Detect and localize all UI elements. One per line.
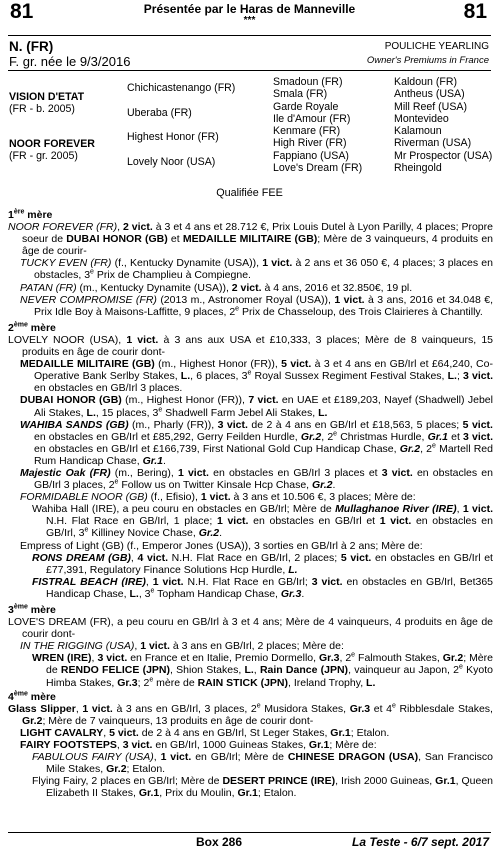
sire-detail: (FR - b. 2005): [9, 103, 75, 116]
pedigree-sire: [9, 91, 84, 116]
third-dam-grandproduce: WREN (IRE), 3 vict. en France et en Italie, Premio Dormello, Gr.3, 2e Falmouth Stakes, Gr.2; Mère de RENDO FELICE (JPN), Shion Stakes, L., Rain Dance (JPN), vainqueur au Japon, 2e Kyoto Himba Stakes, Gr.3; 2e mère de RAIN STICK (JPN), Ireland Trophy, L.: [32, 651, 493, 689]
pedigree-dam: [9, 138, 95, 163]
second-dam-produce: Empress of Light (GB) (f., Emperor Jones (USA)), 3 sorties en GB/Irl à 2 ans; Mère de:: [20, 539, 423, 552]
second-dam-grandproduce: Wahiba Hall (IRE), a peu couru en obstacles en GB/Irl; Mère de Mullaghanoe River (IRE), 1 vict. N.H. Flat Race en GB/Irl, 1 place; 1 vict. en obstacles en GB/Irl et 1 vict. en obstacles en GB/Irl, 3e Killiney Novice Chase, Gr.2.: [32, 503, 493, 540]
fourth-dam-produce: FAIRY FOOTSTEPS, 3 vict. en GB/Irl, 1000 Guineas Stakes, Gr.1; Mère de:: [20, 739, 377, 752]
pedigree-divider: [8, 70, 491, 71]
fee-qualification: Qualifiée FEE: [216, 187, 283, 199]
stars: ***: [243, 15, 256, 26]
second-dam-produce: WAHIBA SANDS (GB) (m., Pharly (FR)), 3 vict. de 2 à 4 ans en GB/Irl et £18,563, 5 places; 5 vict. en obstacles en GB/Irl et £85,292, Gerry Feilden Hurdle, Gr.2, 2e Christmas Hurdle, Gr.1 et 3 vict. en obstacles en GB/Irl et £166,739, First National Gold Cup Handicap Chase, Gr.2, 2e Martell Red Rum Handicap Chase, Gr.1.: [20, 418, 493, 467]
great-great-grandparents: Kaldoun (FR) Antheus (USA) Mill Reef (USA) Montevideo Kalamoun Riverman (USA) Mr Prospector (USA) Rheingold: [394, 76, 493, 175]
horse-birth: F. gr. née le 9/3/2016: [9, 54, 131, 69]
first-dam-produce: NEVER COMPROMISE (FR) (2013 m., Astronomer Royal (USA)), 1 vict. à 3 ans, 2016 et 34.048 €, Prix Idle Boy à Maisons-Laffitte, 9 places, 2e Prix de Chasseloup, des Trois Clairieres à Chantilly.: [20, 293, 493, 318]
second-dam-grandproduce: RONS DREAM (GB), 4 vict. N.H. Flat Race en GB/Irl, 2 places; 5 vict. en obstacles en GB/Irl et £77,391, Regulatory Finance Solutions Hcp Hurdle, L.: [32, 551, 493, 576]
second-dam-heading: 2ème mère: [8, 321, 56, 334]
grandparent: Uberaba (FR): [127, 107, 192, 119]
dam-name: NOOR FOREVER: [9, 138, 95, 150]
owners-premium-note: Owner's Premiums in France: [366, 55, 489, 66]
third-dam-text: LOVE'S DREAM (FR), a peu couru en GB/Irl à 3 et 4 ans; Mère de 4 vainqueurs, 4 produits en âge de courir dont-: [8, 616, 493, 641]
first-dam-produce: PATAN (FR) (m., Kentucky Dynamite (USA)), 2 vict. à 4 ans, 2016 et 32.850€, 19 pl.: [20, 281, 413, 294]
great-grandparents: Smadoun (FR) Smala (FR) Garde Royale Ile d'Amour (FR) Kenmare (FR) High River (FR) Fappiano (USA) Love's Dream (FR): [273, 76, 363, 175]
fourth-dam-produce: LIGHT CAVALRY, 5 vict. de 2 à 4 ans en GB/Irl, St Leger Stakes, Gr.1; Etalon.: [20, 726, 390, 739]
third-dam-produce: IN THE RIGGING (USA), 1 vict. à 3 ans en GB/Irl, 2 places; Mère de:: [20, 640, 344, 653]
first-dam-text: NOOR FOREVER (FR), 2 vict. à 3 et 4 ans et 28.712 €, Prix Louis Dutel à Lyon Parilly, 4 places; Propre soeur de DUBAI HONOR (GB) et MEDAILLE MILITAIRE (GB); Mère de 3 vainqueurs, 4 produits en âge de courir-: [8, 221, 494, 258]
horse-name: N. (FR): [9, 39, 54, 54]
second-dam-text: LOVELY NOOR (USA), 1 vict. à 3 ans aux USA et £10,333, 3 places; Mère de 8 vainqueurs, 15 produits en âge de courir dont-: [8, 333, 494, 359]
lot-number-right: 81: [463, 0, 487, 23]
fourth-dam-text: Glass Slipper, 1 vict. à 3 ans en GB/Irl, 3 places, 2e Musidora Stakes, Gr.3 et 4e Ribblesdale Stakes, Gr.2; Mère de 7 vainqueurs, 13 produits en âge de courir dont-: [8, 702, 493, 727]
event-info: La Teste - 6/7 sept. 2017: [352, 835, 489, 849]
second-dam-produce: FORMIDABLE NOOR (GB) (f., Efisio), 1 vict. à 3 ans et 10.506 €, 3 places; Mère de:: [20, 491, 416, 504]
lot-number-left: 81: [10, 0, 34, 23]
grandparent: Lovely Noor (USA): [127, 156, 216, 168]
third-dam-heading: 3ème mère: [8, 603, 56, 616]
presenter-title: Présentée par le Haras de Manneville: [143, 2, 356, 16]
fourth-dam-grandproduce: Flying Fairy, 2 places en GB/Irl; Mère de DESERT PRINCE (IRE), Irish 2000 Guineas, Gr.1, Queen Elizabeth II Stakes, Gr.1, Prix du Moulin, Gr.1; Etalon.: [32, 775, 494, 800]
horse-category: POULICHE YEARLING: [384, 41, 489, 52]
second-dam-produce: Majestic Oak (FR) (m., Bering), 1 vict. en obstacles en GB/Irl 3 places et 3 vict. en obstacles en GB/Irl 3 places, 2e Follow us on Twitter Kinsale Hcp Chase, Gr.2.: [20, 466, 493, 492]
sire-name: VISION D'ETAT: [9, 91, 85, 103]
grandparent: Highest Honor (FR): [127, 131, 219, 143]
dam-detail: (FR - gr. 2005): [9, 150, 78, 163]
fourth-dam-heading: 4ème mère: [8, 690, 56, 703]
box-number: Box 286: [196, 835, 243, 849]
family-notes: [8, 207, 493, 800]
first-dam-heading: 1ère mère: [8, 208, 53, 221]
grandparent: Chichicastenango (FR): [127, 82, 236, 94]
second-dam-grandproduce: FISTRAL BEACH (IRE), 1 vict. N.H. Flat Race en GB/Irl; 3 vict. en obstacles en GB/Irl, Bet365 Handicap Chase, L., 3e Topham Handicap Chase, Gr.3.: [32, 575, 494, 600]
bottom-divider: [8, 832, 491, 833]
top-divider: [8, 35, 491, 36]
second-dam-produce: DUBAI HONOR (GB) (m., Highest Honor (FR)), 7 vict. en UAE et £189,203, Nayef (Shadwell) Jebel Ali Stakes, L., 15 places, 3e Shadwell Farm Jebel Ali Stakes, L.: [20, 394, 493, 419]
first-dam-produce: TUCKY EVEN (FR) (f., Kentucky Dynamite (USA)), 1 vict. à 2 ans et 36 050 €, 4 places; 3 places en obstacles, 3e Prix de Champlieu à Compiegne.: [20, 257, 493, 282]
fourth-dam-grandproduce: FABULOUS FAIRY (USA), 1 vict. en GB/Irl; Mère de CHINESE DRAGON (USA), San Francisco Mile Stakes, Gr.2; Etalon.: [32, 751, 494, 776]
second-dam-produce: MEDAILLE MILITAIRE (GB) (m., Highest Honor (FR)), 5 vict. à 3 et 4 ans en GB/Irl et £64,240, Co-Operative Bank Serlby Stakes, L., 6 places, 3e Royal Sussex Regiment Festival Stakes, L.; 3 vict. en obstacles en GB/Irl 3 places.: [20, 358, 493, 395]
